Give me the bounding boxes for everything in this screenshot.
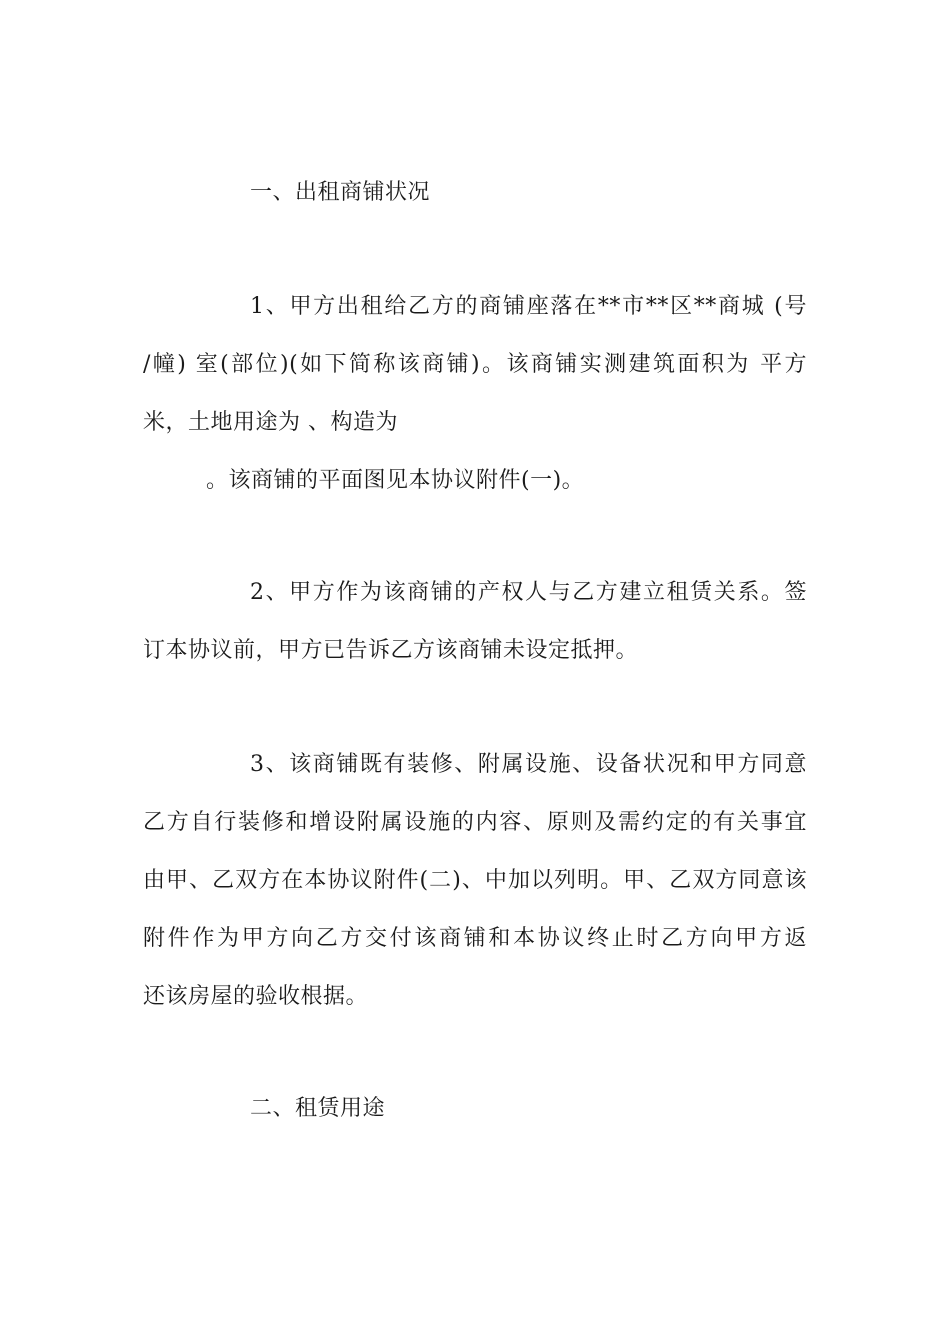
paragraph-line: 2、甲方作为该商铺的产权人与乙方建立租赁关系。签 [250,580,807,605]
paragraph-line: 订本协议前，甲方已告诉乙方该商铺未设定抵押。 [143,638,639,663]
section-heading-1: 一、出租商铺状况 [250,180,431,205]
paragraph-line: 还该房屋的验收根据。 [143,984,369,1009]
paragraph-line: /幢) 室(部位)(如下简称该商铺)。该商铺实测建筑面积为 平方 [143,352,807,377]
paragraph-line: 3、该商铺既有装修、附属设施、设备状况和甲方同意 [250,752,807,777]
paragraph-line: 附件作为甲方向乙方交付该商铺和本协议终止时乙方向甲方返 [143,926,807,951]
paragraph-line: 。该商铺的平面图见本协议附件(一)。 [206,468,585,493]
paragraph-line: 米，土地用途为 、构造为 [143,410,398,435]
paragraph-line: 由甲、乙双方在本协议附件(二)、中加以列明。甲、乙双方同意该 [143,868,807,893]
paragraph-line: 乙方自行装修和增设附属设施的内容、原则及需约定的有关事宜 [143,810,807,835]
section-heading-2: 二、租赁用途 [250,1096,386,1121]
paragraph-line: 1、甲方出租给乙方的商铺座落在**市**区**商城 (号 [250,294,807,319]
